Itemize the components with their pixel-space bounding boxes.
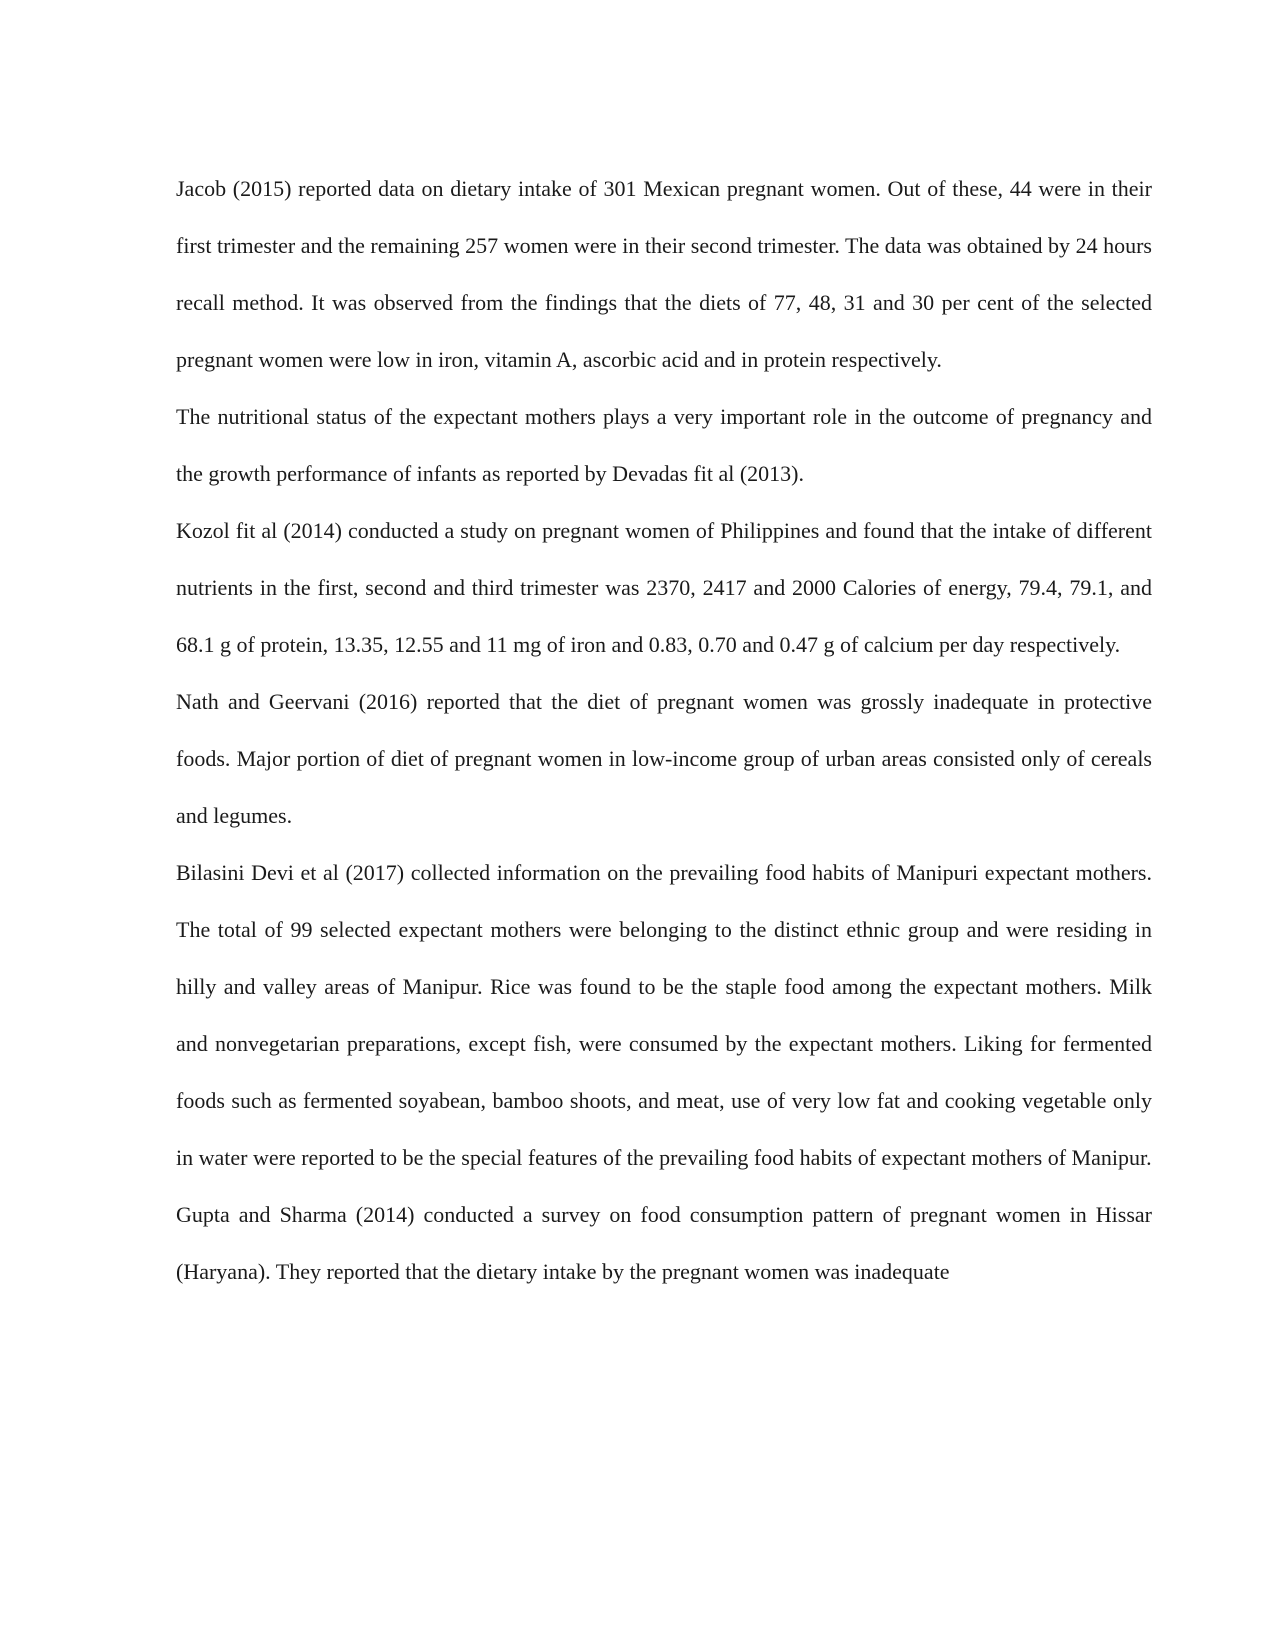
paragraph-devadas-2013: The nutritional status of the expectant mothers plays a very important role in the outcome of pregnancy and the growth performance of infants as reported by Devadas fit al (2013). bbox=[176, 404, 1152, 486]
paragraph-kozol-2014: Kozol fit al (2014) conducted a study on pregnant women of Philippines and found that the intake of different nutrients in the first, second and third trimester was 2370, 2417 and 2000 Calories of energy, 79.4, 79.1, and 68.1 g of protein, 13.35, 12.55 and 11 mg of iron and 0.83, 0.70 and 0.47 g of calcium per day respectively. bbox=[176, 518, 1152, 657]
paragraph-jacob-2015: Jacob (2015) reported data on dietary intake of 301 Mexican pregnant women. Out of these, 44 were in their first trimester and the remaining 257 women were in their second trimester. The data was obtained by 24 hours recall method. It was observed from the findings that the diets of 77, 48, 31 and 30 per cent of the selected pregnant women were low in iron, vitamin A, ascorbic acid and in protein respectively. bbox=[176, 176, 1152, 372]
paragraph-gupta-sharma-2014: Gupta and Sharma (2014) conducted a survey on food consumption pattern of pregnant women in Hissar (Haryana). They reported that the dietary intake by the pregnant women was inadequate bbox=[176, 1202, 1152, 1284]
body-text bbox=[176, 160, 1152, 1300]
paragraph-bilasini-devi-2017: Bilasini Devi et al (2017) collected information on the prevailing food habits of Manipuri expectant mothers. The total of 99 selected expectant mothers were belonging to the distinct ethnic group and were residing in hilly and valley areas of Manipur. Rice was found to be the staple food among the expectant mothers. Milk and nonvegetarian preparations, except fish, were consumed by the expectant mothers. Liking for fermented foods such as fermented soyabean, bamboo shoots, and meat, use of very low fat and cooking vegetable only in water were reported to be the special features of the prevailing food habits of expectant mothers of Manipur. bbox=[176, 860, 1152, 1170]
paragraph-nath-geervani-2016: Nath and Geervani (2016) reported that the diet of pregnant women was grossly inadequate in protective foods. Major portion of diet of pregnant women in low-income group of urban areas consisted only of cereals and legumes. bbox=[176, 689, 1152, 828]
